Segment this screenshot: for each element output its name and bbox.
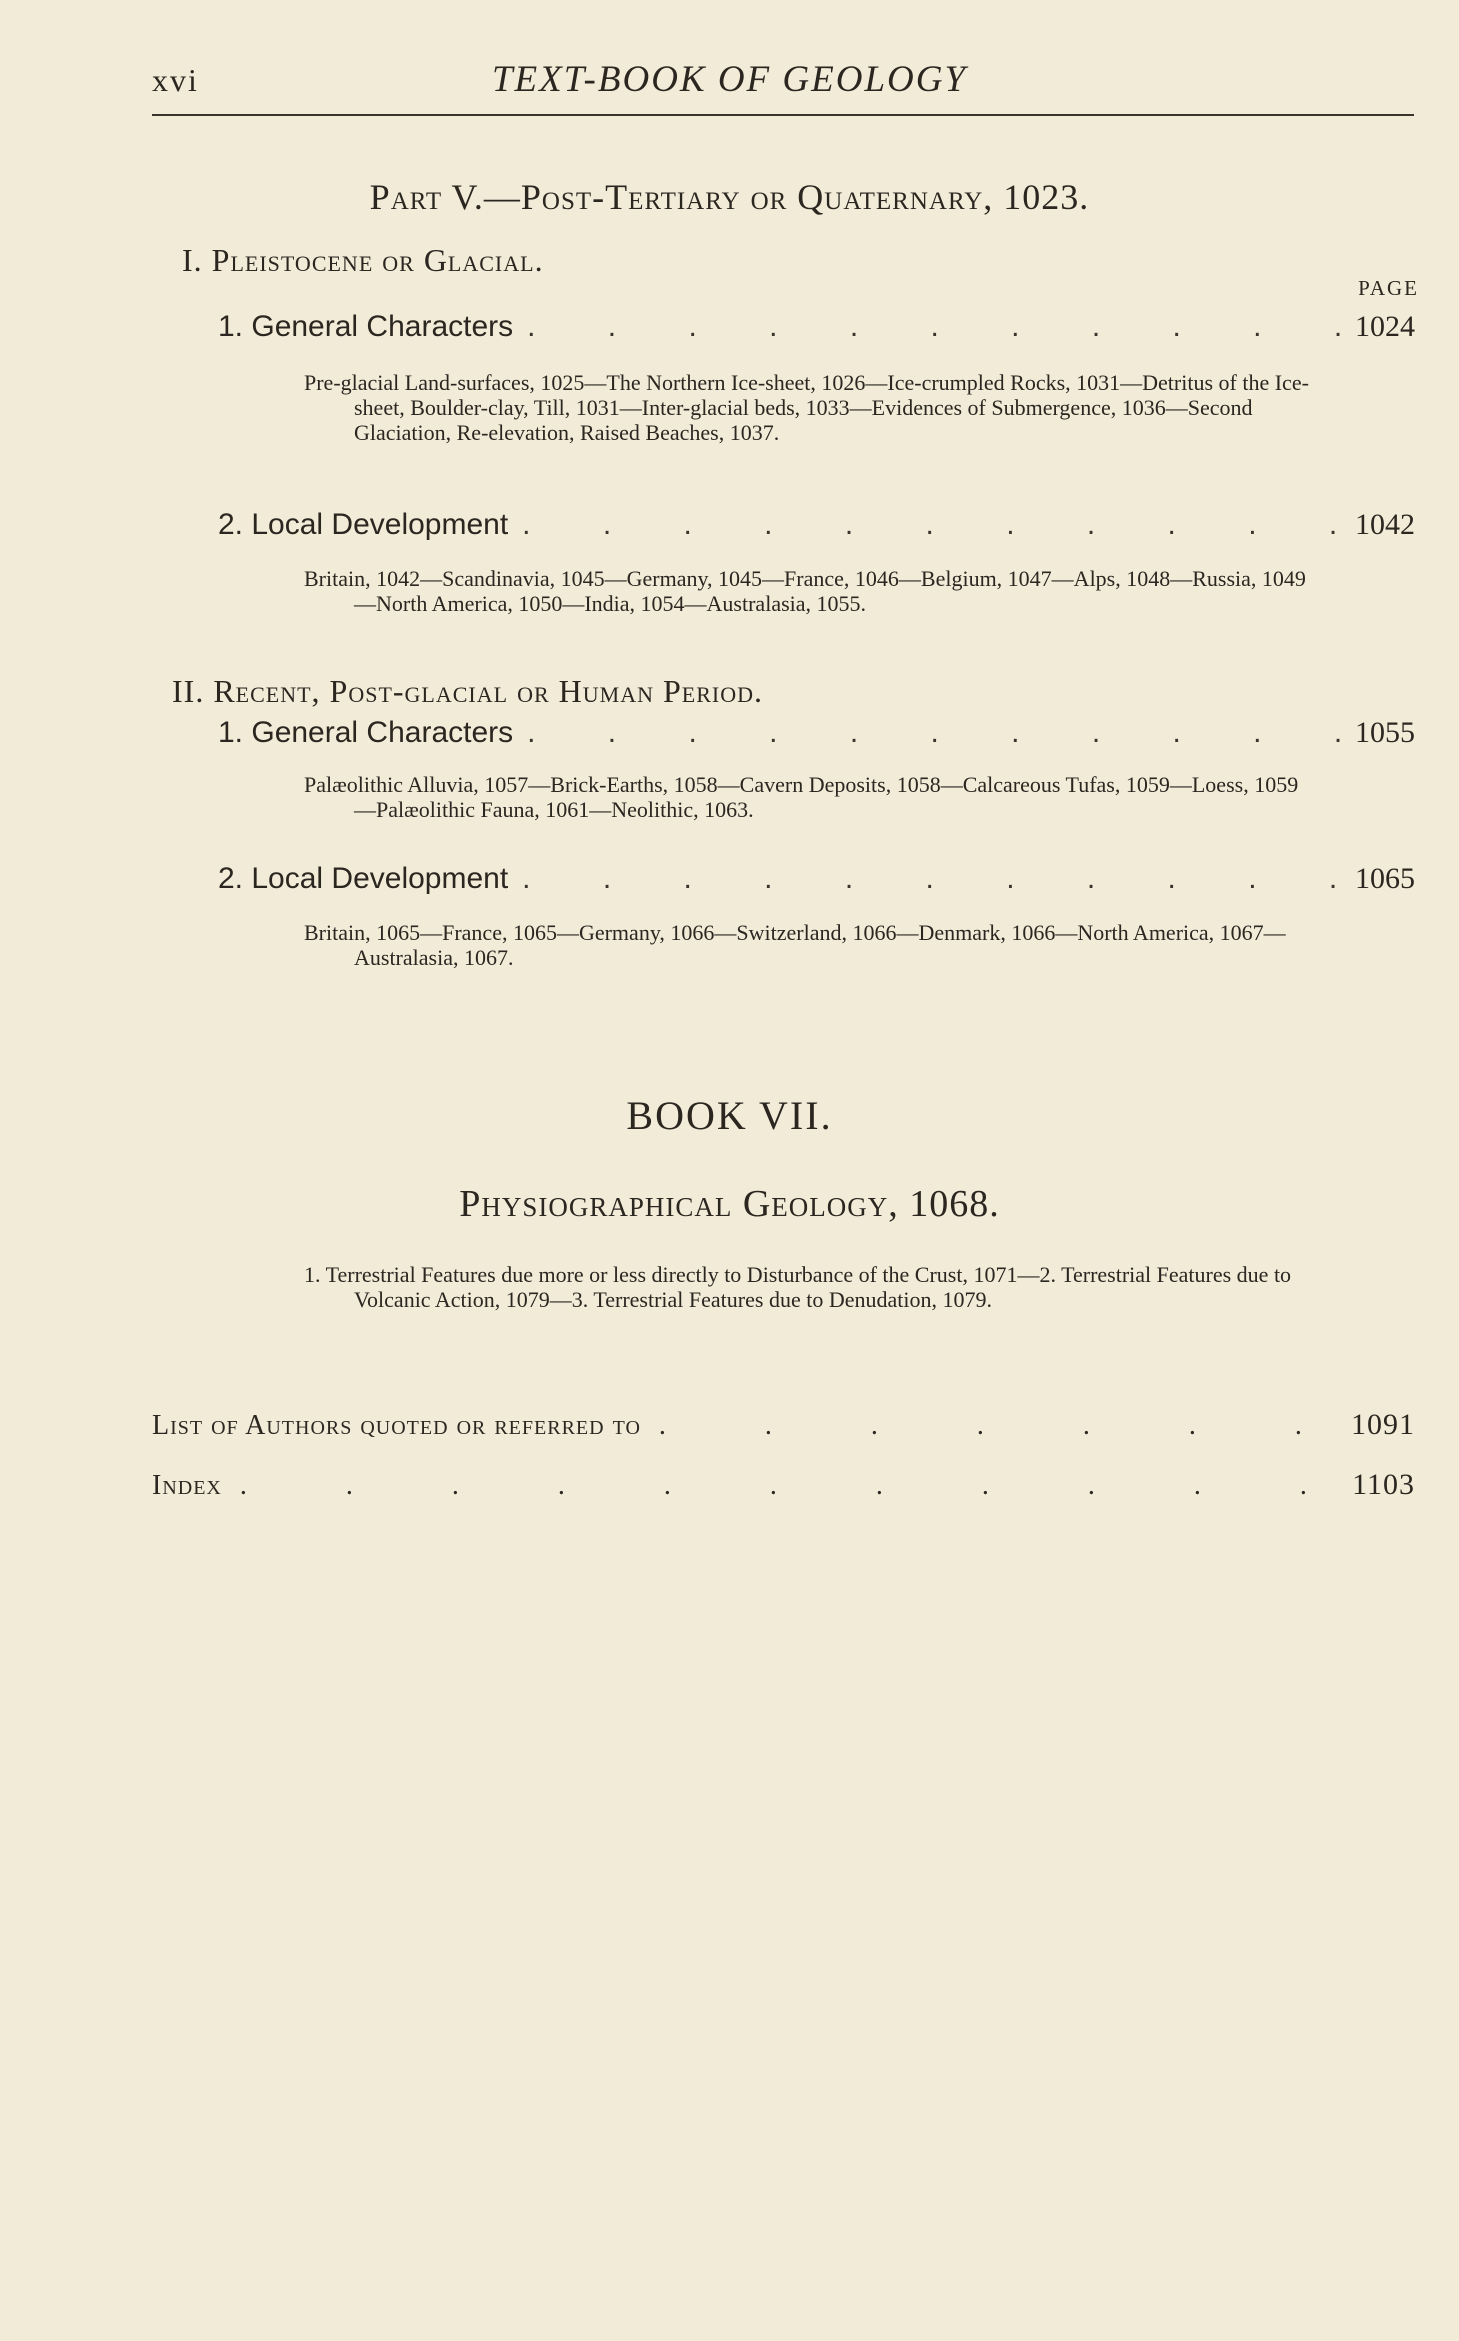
toc-entry-authors[interactable] bbox=[152, 1408, 1415, 1448]
toc-entry[interactable] bbox=[218, 716, 1415, 756]
section-title-pleistocene: I. Pleistocene or Glacial. bbox=[182, 242, 544, 278]
toc-entry-page: 1055 bbox=[1355, 716, 1415, 749]
toc-entry-page: 1103 bbox=[1352, 1468, 1415, 1501]
page-column-label: PAGE bbox=[1358, 276, 1419, 300]
book-title: BOOK VII. bbox=[626, 1093, 833, 1138]
toc-entry-index[interactable] bbox=[152, 1468, 1415, 1508]
toc-entry-label: List of Authors quoted or referred to bbox=[152, 1410, 641, 1441]
toc-entry-description: Britain, 1065—France, 1065—Germany, 1066—Switzerland, 1066—Denmark, 1066—North America, 1067—Australasia, 1067. bbox=[304, 920, 1286, 970]
book-description: 1. Terrestrial Features due more or less directly to Disturbance of the Crust, 1071—2. Terrestrial Features due to Volcanic Action, 1079—3. Terrestrial Features due to Denudation, 1079. bbox=[304, 1262, 1292, 1312]
toc-entry-page: 1042 bbox=[1355, 508, 1415, 541]
toc-entry[interactable] bbox=[218, 508, 1415, 548]
toc-entry-page: 1065 bbox=[1355, 862, 1415, 895]
header-rule bbox=[152, 114, 1414, 116]
toc-entry-description: Pre-glacial Land-surfaces, 1025—The Northern Ice-sheet, 1026—Ice-crumpled Rocks, 1031—Detritus of the Ice-sheet, Boulder-clay, Till, 1031—Inter-glacial beds, 1033—Evidences of Submergence, 1036—Second Glaciation, Re-elevation, Raised Beaches, 1037. bbox=[304, 370, 1309, 445]
dot-leader bbox=[527, 310, 1341, 344]
toc-entry-label: 2. Local Development bbox=[218, 862, 509, 895]
toc-entry-page: 1024 bbox=[1355, 310, 1415, 343]
toc-entry[interactable] bbox=[218, 862, 1415, 902]
dot-leader bbox=[522, 508, 1341, 542]
toc-entry-description: Palæolithic Alluvia, 1057—Brick-Earths, 1058—Cavern Deposits, 1058—Calcareous Tufas, 1059—Loess, 1059—Palæolithic Fauna, 1061—Neolithic, 1063. bbox=[304, 772, 1299, 822]
toc-entry-description: Britain, 1042—Scandinavia, 1045—Germany, 1045—France, 1046—Belgium, 1047—Alps, 1048—Russia, 1049—North America, 1050—India, 1054—Australasia, 1055. bbox=[304, 566, 1306, 616]
dot-leader bbox=[522, 862, 1341, 896]
part-title: Part V.—Post-Tertiary or Quaternary, 1023. bbox=[369, 177, 1090, 217]
toc-entry-label: 1. General Characters bbox=[218, 310, 514, 343]
dot-leader bbox=[659, 1410, 1333, 1442]
book-subtitle: Physiographical Geology, 1068. bbox=[459, 1183, 1000, 1225]
running-title: TEXT-BOOK OF GEOLOGY bbox=[491, 59, 968, 100]
dot-leader bbox=[527, 716, 1341, 750]
toc-entry-label: 2. Local Development bbox=[218, 508, 509, 541]
section-title-recent: II. Recent, Post-glacial or Human Period. bbox=[172, 673, 763, 709]
toc-entry[interactable] bbox=[218, 310, 1415, 350]
toc-entry-label: Index bbox=[152, 1470, 222, 1501]
toc-entry-label: 1. General Characters bbox=[218, 716, 514, 749]
dot-leader bbox=[240, 1470, 1334, 1502]
page-number: xvi bbox=[152, 62, 199, 98]
toc-entry-page: 1091 bbox=[1351, 1408, 1415, 1441]
